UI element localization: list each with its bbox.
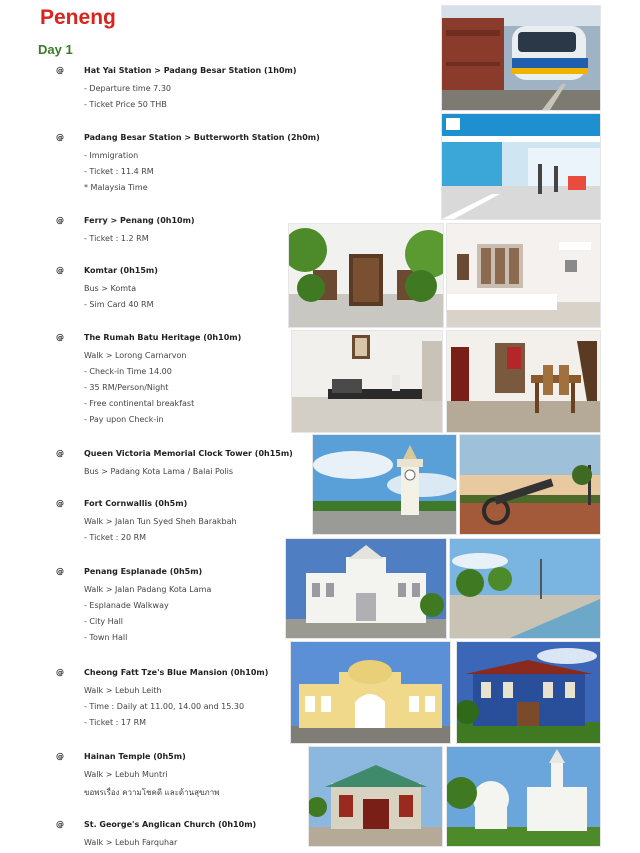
clock-tower-photo bbox=[312, 434, 457, 535]
item-heading: Penang Esplanade (0h5m) bbox=[84, 567, 203, 576]
bullet-marker: @ bbox=[56, 820, 64, 829]
item-heading: St. George's Anglican Church (0h10m) bbox=[84, 820, 257, 829]
item-detail: ขอพรเรื่อง ความโชคดี และด้านสุขภาพ bbox=[84, 788, 220, 797]
blue-mansion-photo bbox=[290, 641, 451, 744]
bullet-marker: @ bbox=[56, 449, 64, 458]
item-heading: Queen Victoria Memorial Clock Tower (0h15m) bbox=[84, 449, 293, 458]
hotel-entrance-photo bbox=[288, 223, 444, 328]
item-detail: - Check-in Time 14.00 bbox=[84, 367, 172, 376]
item-detail: - 35 RM/Person/Night bbox=[84, 383, 169, 392]
bullet-marker: @ bbox=[56, 567, 64, 576]
bullet-marker: @ bbox=[56, 752, 64, 761]
hotel-room-photo bbox=[446, 223, 601, 328]
item-heading: Padang Besar Station > Butterworth Station (2h0m) bbox=[84, 133, 320, 142]
item-heading: Fort Cornwallis (0h5m) bbox=[84, 499, 188, 508]
item-detail: Bus > Padang Kota Lama / Balai Polis bbox=[84, 467, 234, 476]
item-heading: Hainan Temple (0h5m) bbox=[84, 752, 186, 761]
item-detail: - Time : Daily at 11.00, 14.00 and 15.30 bbox=[84, 702, 245, 711]
item-detail: - Town Hall bbox=[84, 633, 128, 642]
item-detail: - Immigration bbox=[84, 151, 139, 160]
esplanade-photo bbox=[449, 538, 601, 639]
item-detail: - Esplanade Walkway bbox=[84, 601, 169, 610]
item-detail: - Ticket Price 50 THB bbox=[84, 100, 167, 109]
bullet-marker: @ bbox=[56, 499, 64, 508]
item-detail: - Ticket : 11.4 RM bbox=[84, 167, 154, 176]
item-detail: Walk > Lebuh Farquhar bbox=[84, 838, 178, 847]
fort-cornwallis-photo bbox=[459, 434, 601, 535]
bullet-marker: @ bbox=[56, 216, 64, 225]
bullet-marker: @ bbox=[56, 266, 64, 275]
item-detail: - Ticket : 1.2 RM bbox=[84, 234, 149, 243]
hotel-dining-photo bbox=[446, 330, 601, 433]
item-detail: - Sim Card 40 RM bbox=[84, 300, 154, 309]
item-detail: Walk > Lebuh Muntri bbox=[84, 770, 168, 779]
item-detail: - City Hall bbox=[84, 617, 124, 626]
item-heading: Hat Yai Station > Padang Besar Station (1h0m) bbox=[84, 66, 297, 75]
bullet-marker: @ bbox=[56, 66, 64, 75]
bullet-marker: @ bbox=[56, 133, 64, 142]
day-heading: Day 1 bbox=[38, 42, 73, 57]
item-detail: - Departure time 7.30 bbox=[84, 84, 171, 93]
item-heading: Ferry > Penang (0h10m) bbox=[84, 216, 195, 225]
bullet-marker: @ bbox=[56, 333, 64, 342]
item-detail: Walk > Jalan Padang Kota Lama bbox=[84, 585, 212, 594]
item-heading: Cheong Fatt Tze's Blue Mansion (0h10m) bbox=[84, 668, 269, 677]
st-georges-church-photo bbox=[446, 746, 601, 847]
page-title: Peneng bbox=[40, 6, 116, 29]
city-hall-photo bbox=[285, 538, 447, 639]
hainan-temple-photo bbox=[308, 746, 443, 847]
item-detail: * Malaysia Time bbox=[84, 183, 148, 192]
item-detail: Walk > Lebuh Leith bbox=[84, 686, 162, 695]
item-detail: - Free continental breakfast bbox=[84, 399, 195, 408]
item-detail: - Ticket : 20 RM bbox=[84, 533, 147, 542]
bullet-marker: @ bbox=[56, 668, 64, 677]
train-photo bbox=[441, 5, 601, 111]
item-heading: The Rumah Batu Heritage (0h10m) bbox=[84, 333, 242, 342]
station-photo bbox=[441, 113, 601, 220]
item-detail: - Pay upon Check-in bbox=[84, 415, 164, 424]
item-detail: Walk > Lorong Carnarvon bbox=[84, 351, 187, 360]
mansion-garden-photo bbox=[456, 641, 601, 744]
item-detail: - Ticket : 17 RM bbox=[84, 718, 147, 727]
item-detail: Walk > Jalan Tun Syed Sheh Barakbah bbox=[84, 517, 237, 526]
hotel-lobby-photo bbox=[291, 330, 443, 433]
item-detail: Bus > Komta bbox=[84, 284, 137, 293]
item-heading: Komtar (0h15m) bbox=[84, 266, 158, 275]
